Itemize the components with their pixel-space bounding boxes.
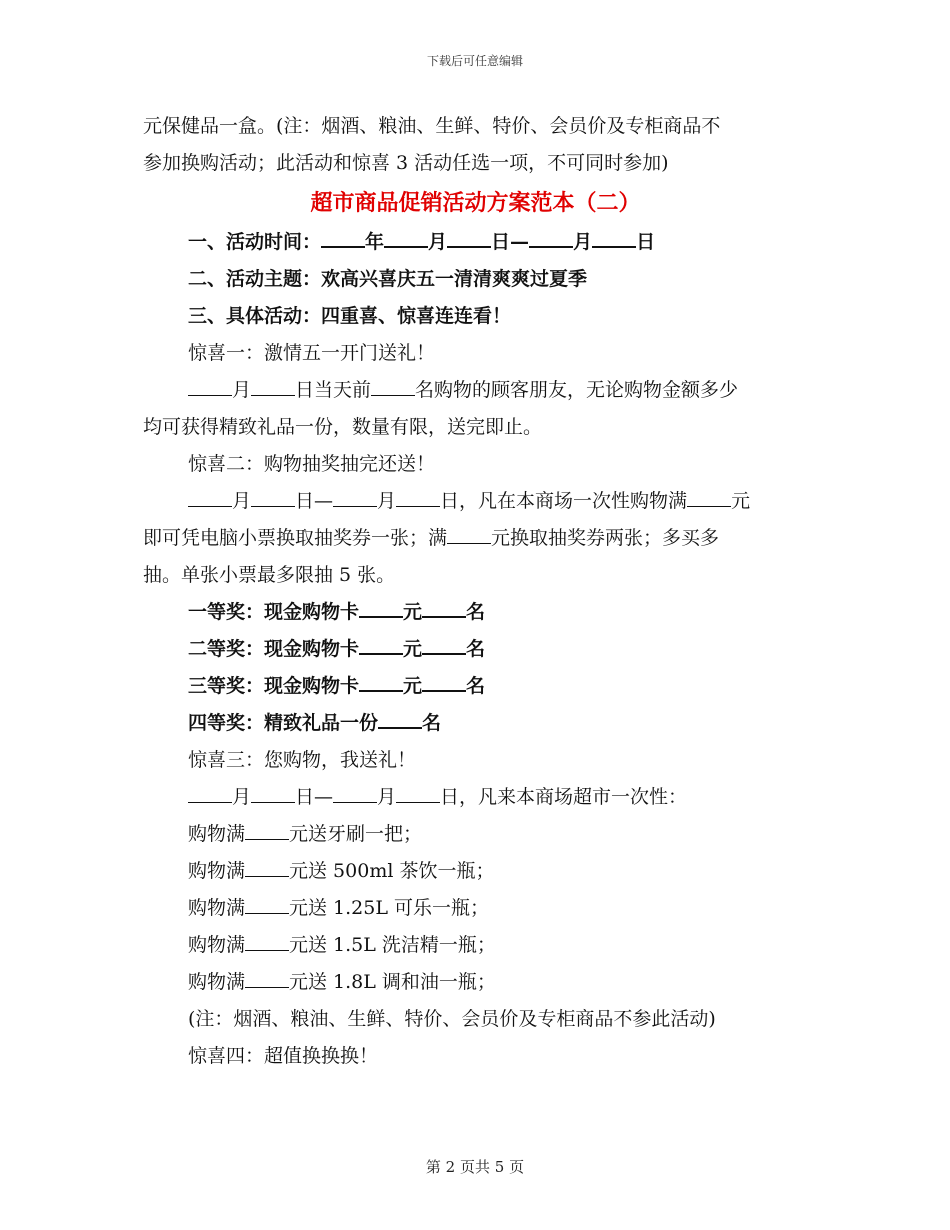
blank — [359, 672, 403, 692]
text: 购物满 — [188, 971, 246, 993]
blank — [245, 932, 289, 951]
text: 元换取抽奖券两张；多买多 — [491, 527, 720, 549]
day-label-2: 日 — [636, 231, 656, 253]
blank — [188, 784, 232, 803]
text: 日，凡在本商场一次性购物满 — [440, 490, 688, 512]
blank-day-2 — [592, 228, 636, 248]
blank-year — [321, 228, 365, 248]
surprise-1-line-1 — [143, 372, 808, 409]
text: 名 — [466, 675, 486, 697]
text: 即可凭电脑小票换取抽奖券一张；满 — [143, 527, 448, 549]
text: 名 — [466, 638, 486, 660]
blank — [245, 821, 289, 840]
surprise-3-note: (注：烟酒、粮油、生鲜、特价、会员价及专柜商品不参此活动) — [188, 1008, 716, 1030]
document-title: 超市商品促销活动方案范本（二） — [310, 190, 641, 216]
page-header: 下载后可任意编辑 — [426, 54, 523, 68]
section-2-theme: 二、活动主题：欢高兴喜庆五一清清爽爽过夏季 — [188, 268, 588, 290]
text: 元 — [403, 638, 423, 660]
blank — [333, 488, 377, 507]
text: 购物满 — [188, 823, 246, 845]
blank — [333, 784, 377, 803]
text: 日，凡来本商场超市一次性： — [440, 786, 688, 808]
intro-line-2: 参加换购活动；此活动和惊喜 3 活动任选一项，不可同时参加) — [143, 152, 669, 174]
text: 月 — [232, 490, 252, 512]
blank — [245, 969, 289, 988]
blank — [245, 895, 289, 914]
text: 元送 1.8L 调和油一瓶； — [289, 971, 496, 993]
section-3-activities: 三、具体活动：四重喜、惊喜连连看！ — [188, 305, 512, 327]
gift-item — [143, 816, 808, 853]
surprise-2-heading: 惊喜二：购物抽奖抽完还送！ — [188, 453, 436, 475]
prize-label: 三等奖：现金购物卡 — [188, 675, 360, 697]
gift-item — [143, 927, 808, 964]
blank — [396, 488, 440, 507]
page-footer: 第 2 页共 5 页 — [425, 1158, 525, 1176]
text: 元 — [403, 601, 423, 623]
text: 元送 1.5L 洗洁精一瓶； — [289, 934, 496, 956]
blank — [378, 709, 422, 729]
surprise-2-line-1 — [143, 483, 808, 520]
day-label: 日— — [491, 231, 530, 253]
blank — [422, 672, 466, 692]
gift-item — [143, 964, 808, 1001]
text: 月 — [232, 379, 252, 401]
text: 元 — [403, 675, 423, 697]
blank — [251, 377, 295, 396]
text: 元送 500ml 茶饮一瓶； — [289, 860, 495, 882]
text: 元送 1.25L 可乐一瓶； — [289, 897, 490, 919]
text: 月 — [377, 786, 397, 808]
blank — [188, 377, 232, 396]
prize-4 — [143, 705, 808, 742]
blank — [188, 488, 232, 507]
surprise-3-heading: 惊喜三：您购物，我送礼！ — [188, 749, 417, 771]
blank — [396, 784, 440, 803]
gift-item — [143, 890, 808, 927]
text: 购物满 — [188, 934, 246, 956]
blank — [687, 488, 731, 507]
surprise-2-line-2 — [143, 520, 808, 557]
text: 购物满 — [188, 860, 246, 882]
prize-2 — [143, 631, 808, 668]
surprise-1-heading: 惊喜一：激情五一开门送礼！ — [188, 342, 436, 364]
text: 元 — [731, 490, 751, 512]
gift-item — [143, 853, 808, 890]
text: 元送牙刷一把； — [289, 823, 423, 845]
blank — [245, 858, 289, 877]
surprise-1-line-2: 均可获得精致礼品一份，数量有限，送完即止。 — [143, 416, 543, 438]
text: 月 — [377, 490, 397, 512]
text: 日— — [295, 490, 334, 512]
blank-day — [447, 228, 491, 248]
section-1-time — [143, 224, 808, 261]
blank — [422, 635, 466, 655]
blank — [422, 598, 466, 618]
year-label: 年 — [365, 231, 385, 253]
prize-label: 四等奖：精致礼品一份 — [188, 712, 379, 734]
text: 月 — [232, 786, 252, 808]
prize-label: 一等奖：现金购物卡 — [188, 601, 360, 623]
text: 名 — [422, 712, 442, 734]
intro-line-1: 元保健品一盒。(注：烟酒、粮油、生鲜、特价、会员价及专柜商品不 — [143, 115, 721, 137]
month-label: 月 — [428, 231, 448, 253]
text: 名 — [466, 601, 486, 623]
surprise-4-heading: 惊喜四：超值换换换！ — [188, 1045, 379, 1067]
text: 购物满 — [188, 897, 246, 919]
section-1-label: 一、活动时间： — [188, 231, 322, 253]
prize-3 — [143, 668, 808, 705]
text: 名购物的顾客朋友，无论购物金额多少 — [415, 379, 739, 401]
text: 日— — [295, 786, 334, 808]
surprise-2-line-3: 抽。单张小票最多限抽 5 张。 — [143, 564, 396, 586]
document-body — [143, 108, 808, 1075]
blank — [447, 525, 491, 544]
month-label-2: 月 — [573, 231, 593, 253]
text: 日当天前 — [295, 379, 372, 401]
blank — [371, 377, 415, 396]
blank-month — [384, 228, 428, 248]
surprise-3-line-1 — [143, 779, 808, 816]
prize-1 — [143, 594, 808, 631]
blank — [251, 488, 295, 507]
blank — [359, 598, 403, 618]
blank — [359, 635, 403, 655]
blank — [251, 784, 295, 803]
prize-label: 二等奖：现金购物卡 — [188, 638, 360, 660]
blank-month-2 — [529, 228, 573, 248]
